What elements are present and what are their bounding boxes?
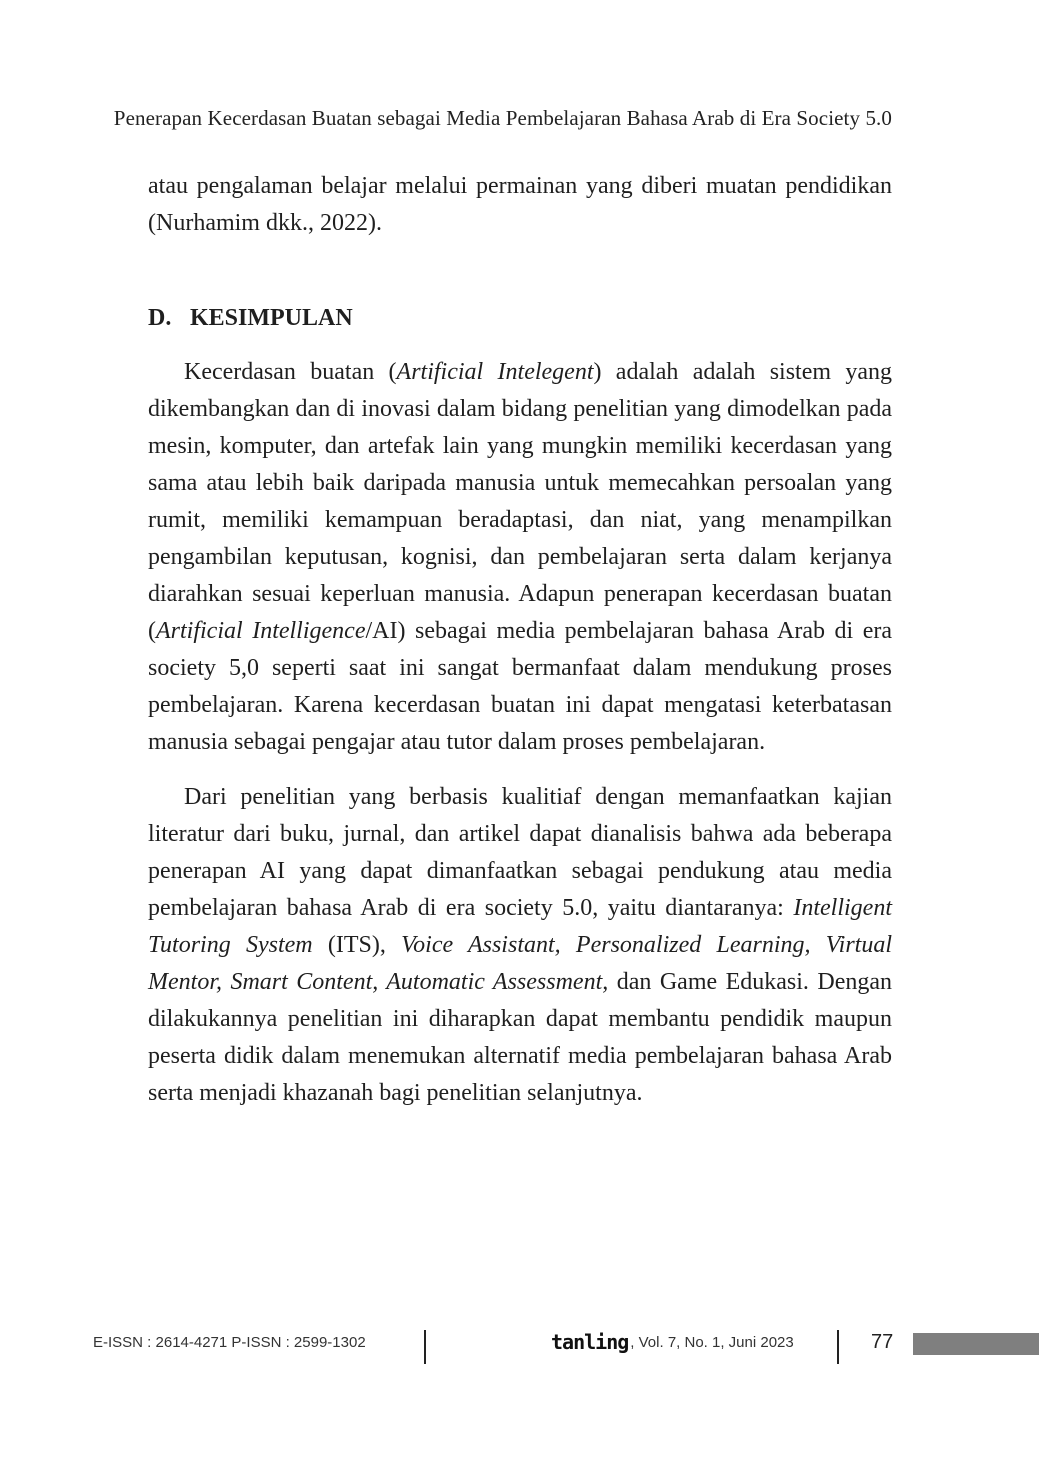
text-run: Dari penelitian yang berbasis kualitiaf dengan memanfaatkan kajian literatur dari buku, jurnal, dan artikel dapat dianalisis bahwa ada beberapa penerapan AI yang dapat dimanfaatkan sebagai pendukung atau media pembelajaran bahasa Arab di era society 5.0, yaitu diantaranya: xyxy=(148,784,892,921)
footer-bar xyxy=(913,1333,1039,1355)
section-title: KESIMPULAN xyxy=(190,305,353,331)
italic-term: Intelligent Tutoring System xyxy=(148,895,892,958)
italic-term: Voice Assistant, Personalized Learning, Virtual Mentor, Smart Content, Automatic Assessment, xyxy=(148,932,893,995)
journal-logo: tanling xyxy=(551,1330,629,1354)
paragraph-conclusion-1 xyxy=(148,354,892,761)
text-run: ) adalah adalah sistem yang dikembangkan dan di inovasi dalam bidang penelitian yang dimodelkan pada mesin, komputer, dan artefak lain yang mungkin memiliki kecerdasan yang sama atau lebih baik daripada manusia untuk memecahkan persoalan yang rumit, memiliki kemampuan beradaptasi, dan niat, yang menampilkan pengambilan keputusan, kognisi, dan pembelajaran serta dalam kerjanya diarahkan sesuai keperluan manusia. Adapun penerapan kecerdasan buatan ( xyxy=(148,359,893,644)
journal-info xyxy=(551,1330,794,1354)
italic-term: Artificial Intelligence xyxy=(156,618,366,644)
footer-divider xyxy=(424,1330,426,1364)
italic-term: Artificial Intelegent xyxy=(396,359,594,385)
footer-divider xyxy=(837,1330,839,1364)
section-number: D. xyxy=(148,305,172,331)
text-run: dan Game Edukasi. Dengan dilakukannya penelitian ini diharapkan dapat membantu pendidik maupun peserta didik dalam menemukan alternatif media pembelajaran bahasa Arab serta menjadi khazanah bagi penelitian selanjutnya. xyxy=(148,969,892,1106)
page-number: 77 xyxy=(871,1331,894,1353)
page-footer xyxy=(0,1330,1039,1364)
text-run: /AI) sebagai media pembelajaran bahasa Arab di era society 5,0 seperti saat ini sangat bermanfaat dalam mendukung proses pembelajaran. Karena kecerdasan buatan ini dapat mengatasi keterbatasan manusia sebagai pengajar atau tutor dalam proses pembelajaran. xyxy=(148,618,893,755)
volume-text: , Vol. 7, No. 1, Juni 2023 xyxy=(630,1334,794,1351)
paragraph-conclusion-2 xyxy=(148,779,892,1112)
text-run: (ITS), xyxy=(312,932,402,958)
text-run: Kecerdasan buatan ( xyxy=(184,359,397,385)
running-header: Penerapan Kecerdasan Buatan sebagai Media Pembelajaran Bahasa Arab di Era Society 5.0 xyxy=(113,106,892,130)
paragraph-continuation: atau pengalaman belajar melalui permainan yang diberi muatan pendidikan (Nurhamim dkk., 2022). xyxy=(148,173,892,236)
issn-text: E-ISSN : 2614-4271 P-ISSN : 2599-1302 xyxy=(93,1334,366,1351)
section-heading xyxy=(148,305,353,332)
